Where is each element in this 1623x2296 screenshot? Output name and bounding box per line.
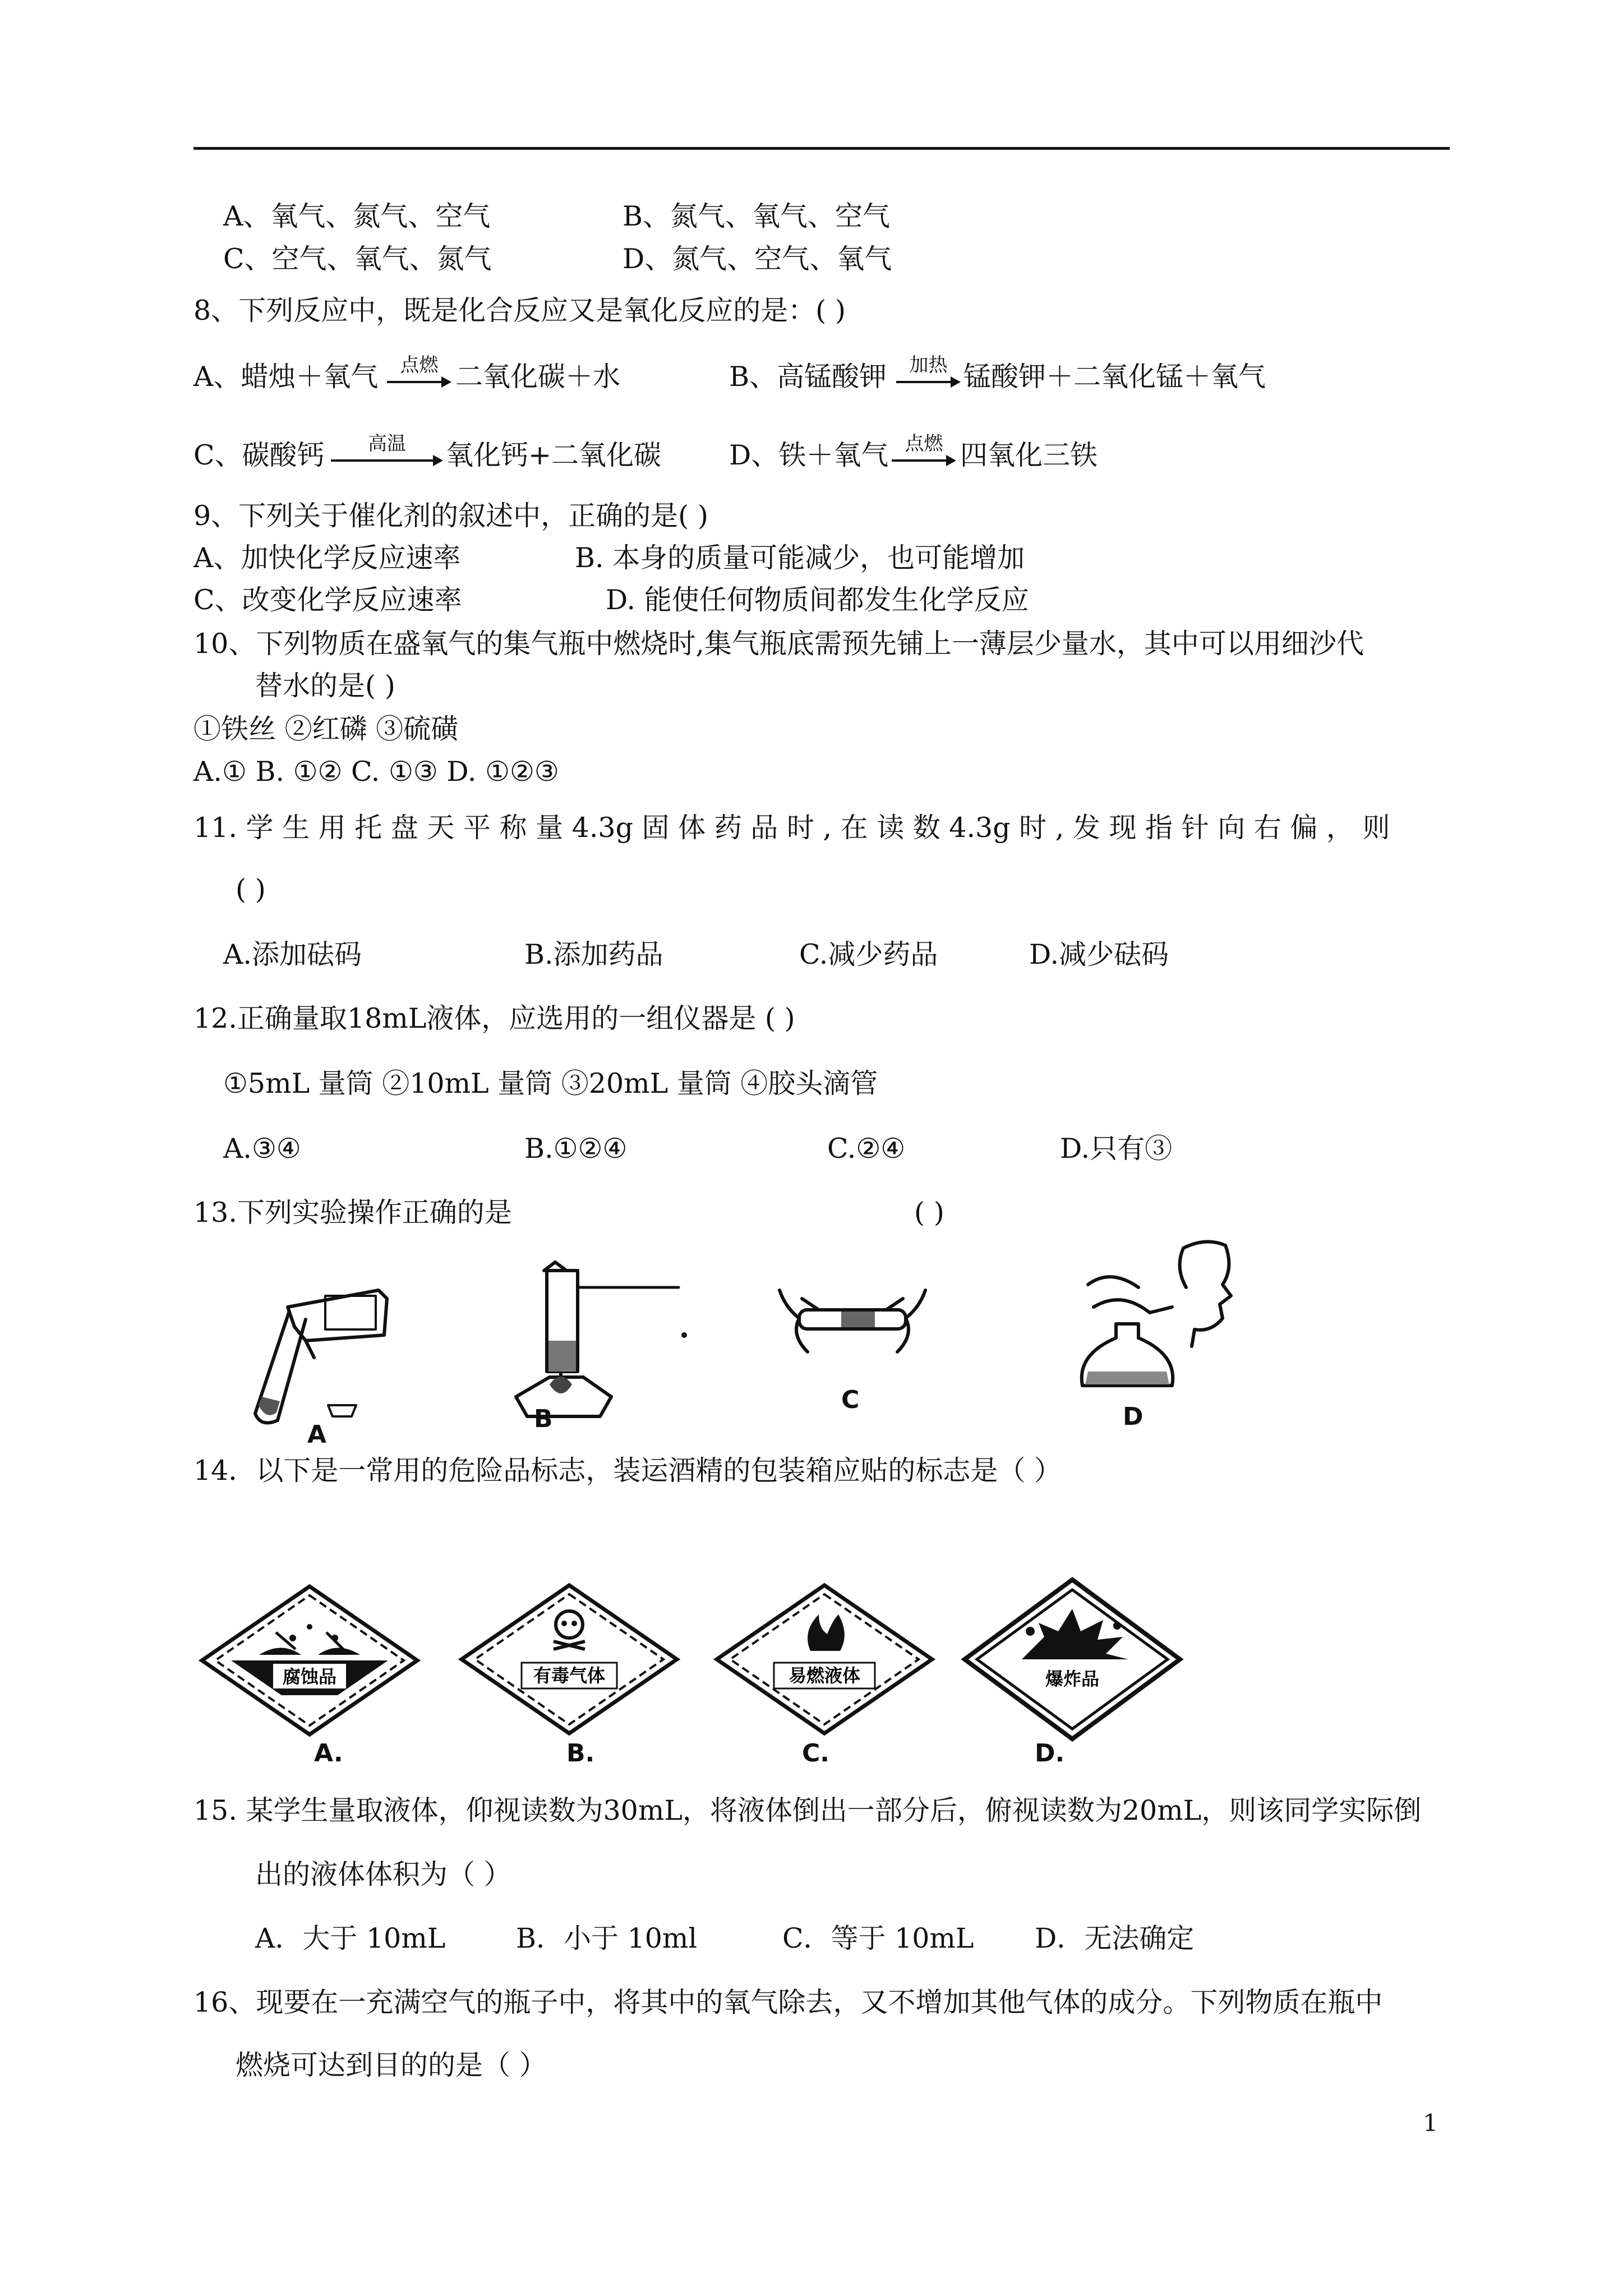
q15-option-a: A．大于 10mL xyxy=(255,1922,446,1954)
q14-sign-corrosive xyxy=(197,1582,422,1739)
page-number: 1 xyxy=(1423,2109,1438,2137)
q11-stem-line2: ( ) xyxy=(236,873,266,905)
q13-label-c: C xyxy=(841,1386,860,1414)
q10-stem-line1: 10、下列物质在盛氧气的集气瓶中燃烧时,集气瓶底需预先铺上一薄层少量水，其中可以用细沙代 xyxy=(193,628,1364,660)
q14-label-d: D. xyxy=(1035,1739,1065,1768)
q13-figure-b xyxy=(505,1257,690,1425)
q14-sign-b-label: 有毒气体 xyxy=(533,1665,606,1686)
q8-a-right: 二氧化碳＋水 xyxy=(455,361,621,393)
q15-option-b: B．小于 10ml xyxy=(516,1922,698,1954)
q16-stem-line1: 16、现要在一充满空气的瓶子中，将其中的氧气除去，又不增加其他气体的成分。下列物质在瓶中 xyxy=(193,1986,1383,2018)
q8-c-left: C、碳酸钙 xyxy=(193,439,325,471)
q8-c-arrow xyxy=(331,432,443,472)
q8-b-left: B、高锰酸钾 xyxy=(729,361,887,393)
q14-sign-d-label: 爆炸品 xyxy=(1045,1668,1100,1690)
q8-c-right: 氧化钙+二氧化碳 xyxy=(446,439,662,471)
q13-stem: 13.下列实验操作正确的是 xyxy=(193,1197,512,1228)
q8-a-condition: 点燃 xyxy=(400,354,439,376)
q15-option-d: D．无法确定 xyxy=(1035,1922,1195,1954)
q12-option-c: C.②④ xyxy=(827,1133,906,1165)
q8-a-left: A、蜡烛＋氧气 xyxy=(193,361,379,393)
q13-label-a: A xyxy=(307,1420,327,1449)
q8-b-arrow xyxy=(896,354,961,394)
q12-stem: 12.正确量取18mL液体，应选用的一组仪器是 ( ) xyxy=(193,1002,795,1034)
q8-d-left: D、铁＋氧气 xyxy=(729,439,889,471)
q16-stem-line2: 燃烧可达到目的的是（ ） xyxy=(236,2049,547,2081)
q9-option-b: B. 本身的质量可能减少，也可能增加 xyxy=(575,542,1025,574)
q15-stem-line1: 15. 某学生量取液体，仰视读数为30mL，将液体倒出一部分后，俯视读数为20mL，则该同学实际倒 xyxy=(193,1795,1422,1826)
q7-option-a: A、氧气、氮气、空气 xyxy=(223,200,491,232)
q8-b-condition: 加热 xyxy=(909,354,948,376)
q14-sign-flammable-liquid xyxy=(712,1581,937,1738)
q14-label-b: B. xyxy=(566,1739,595,1768)
q9-option-c: C、改变化学反应速率 xyxy=(193,584,462,616)
q8-b-right: 锰酸钾＋二氧化锰＋氧气 xyxy=(963,361,1266,393)
q13-label-d: D xyxy=(1123,1402,1144,1431)
q10-options: A.① B. ①② C. ①③ D. ①②③ xyxy=(193,756,559,788)
q15-option-c: C．等于 10mL xyxy=(782,1922,974,1954)
q13-figure-d xyxy=(1054,1234,1245,1408)
q7-option-c: C、空气、氧气、氮气 xyxy=(223,243,492,275)
q11-option-b: B.添加药品 xyxy=(524,938,663,970)
q14-sign-explosive xyxy=(960,1575,1184,1743)
q11-option-c: C.减少药品 xyxy=(799,938,938,970)
q9-stem: 9、下列关于催化剂的叙述中，正确的是( ) xyxy=(193,500,708,532)
q8-d-arrow xyxy=(892,432,956,472)
q11-option-a: A.添加砝码 xyxy=(223,938,362,970)
q8-a-arrow xyxy=(387,354,451,394)
q14-sign-toxic-gas xyxy=(457,1581,681,1738)
q12-option-d: D.只有③ xyxy=(1060,1133,1173,1165)
q14-label-c: C. xyxy=(802,1739,830,1768)
q8-d-condition: 点燃 xyxy=(905,432,943,455)
q13-label-b: B xyxy=(534,1405,553,1433)
q12-option-b: B.①②④ xyxy=(524,1133,628,1165)
q8-stem: 8、下列反应中，既是化合反应又是氧化反应的是：( ) xyxy=(193,295,846,326)
q12-option-a: A.③④ xyxy=(223,1133,301,1165)
q12-items: ①5mL 量筒 ②10mL 量筒 ③20mL 量筒 ④胶头滴管 xyxy=(223,1068,878,1099)
q15-stem-line2: 出的液体体积为（ ） xyxy=(255,1858,511,1890)
q14-sign-a-label: 腐蚀品 xyxy=(282,1666,337,1687)
q7-option-b: B、氮气、氧气、空气 xyxy=(623,200,891,232)
header-rule xyxy=(193,147,1450,150)
q9-option-d: D. 能使任何物质间都发生化学反应 xyxy=(606,584,1029,616)
q7-option-d: D、氮气、空气、氧气 xyxy=(623,243,892,275)
q8-d-right: 四氧化三铁 xyxy=(960,439,1098,471)
q13-answer-paren: ( ) xyxy=(914,1197,944,1228)
q10-items: ①铁丝 ②红磷 ③硫磺 xyxy=(193,713,459,745)
q14-sign-c-label: 易燃液体 xyxy=(788,1665,861,1686)
q8-c-condition: 高温 xyxy=(368,432,406,455)
q13-figure-c xyxy=(768,1268,937,1380)
q13-figure-a xyxy=(222,1273,401,1442)
q14-stem: 14．以下是一常用的危险品标志，装运酒精的包装箱应贴的标志是（ ） xyxy=(193,1455,1062,1487)
q11-option-d: D.减少砝码 xyxy=(1029,938,1169,970)
q10-stem-line2: 替水的是( ) xyxy=(255,670,395,702)
q9-option-a: A、加快化学反应速率 xyxy=(193,542,461,574)
q14-label-a: A. xyxy=(314,1739,343,1768)
q11-stem-line1: 11. 学 生 用 托 盘 天 平 称 量 4.3g 固 体 药 品 时 , 在 读 数 4.3g 时 , 发 现 指 针 向 右 偏 ， 则 xyxy=(193,812,1390,844)
